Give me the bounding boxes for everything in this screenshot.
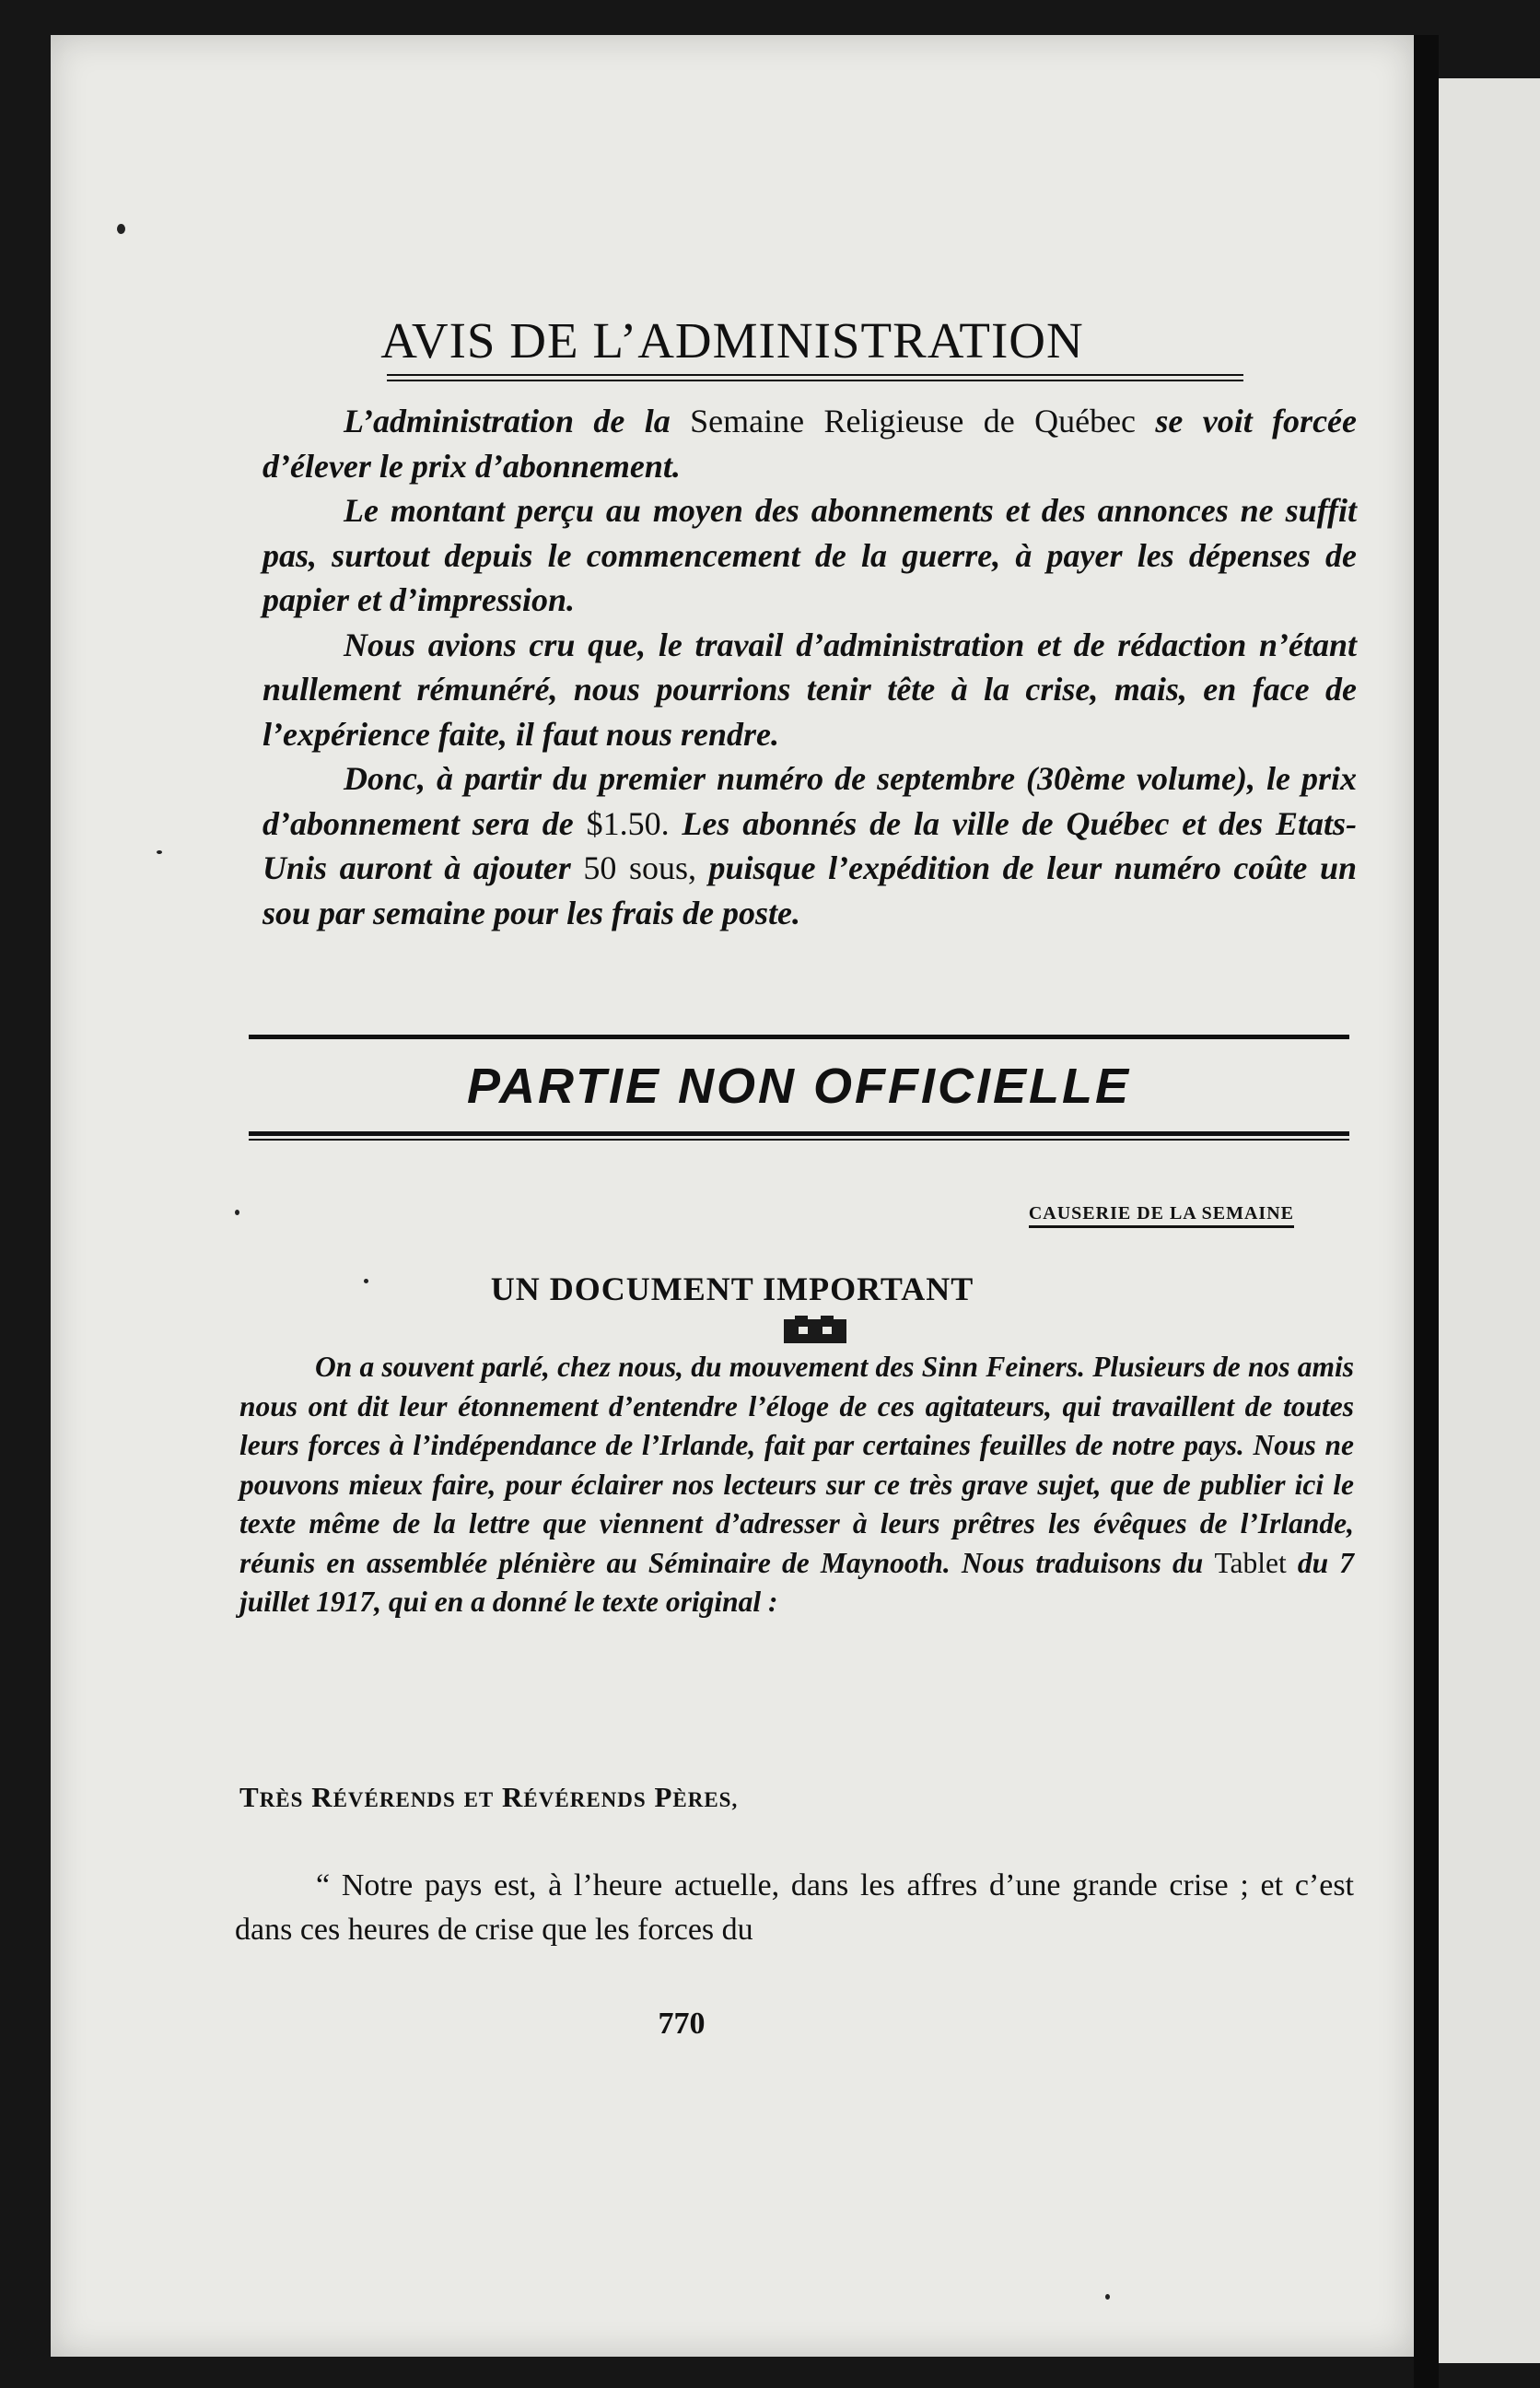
notice-paragraph-1: L’administration de la Semaine Religieuse de Québec se voit forcée d’élever le prix d’abonnement. [262,403,1358,485]
subscription-price: $1.50. [586,804,670,842]
notice-paragraph-2: Le montant perçu au moyen des abonnements et des annonces ne suffit pas, surtout depuis le commencement de la guerre, à payer les dépenses de papier et d’impression. [262,492,1357,618]
ink-speck [117,224,125,234]
publication-name: Semaine Religieuse de Québec [690,403,1137,439]
section-rule-bottom-thin [249,1139,1349,1141]
ink-speck [235,1210,239,1215]
section-rule-bottom [249,1131,1349,1136]
page-number: 770 [658,2007,706,2041]
binding-gutter [1414,35,1439,2388]
column-label: CAUSERIE DE LA SEMAINE [1029,1203,1294,1228]
postage-amount: 50 sous, [583,849,696,886]
letter-salutation: TRÈS RÉVÉRENDS ET RÉVÉRENDS PÈRES, [239,1781,739,1813]
article-title: UN DOCUMENT IMPORTANT [490,1270,974,1307]
source-name: Tablet [1214,1546,1287,1579]
section-rule-top [249,1035,1349,1039]
section-header: PARTIE NON OFFICIELLE [466,1059,1132,1114]
notice-title-underline [387,374,1243,376]
notice-title: AVIS DE L’ADMINISTRATION [380,312,1084,369]
ink-speck [364,1279,368,1283]
facing-page-edge [1439,78,1540,2363]
notice-paragraph-4: Donc, à partir du premier numéro de septembre (30ème volume), le prix d’abonnement sera de $1.50. Les abonnés de la ville de Québec et des Etats-Unis auront à ajouter 50 sous, puisque l’expédition de leur numéro coûte un sou par semaine pour les frais de poste. [262,760,1357,931]
ornament-icon [778,1314,852,1347]
notice-title-underline-2 [387,380,1243,381]
ink-speck [157,850,162,854]
document-page [51,35,1414,2357]
notice-paragraph-3: Nous avions cru que, le travail d’administration et de rédaction n’étant nullement rémunéré, nous pourrions tenir tête à la crise, mais, en face de l’expérience faite, il faut nous rendre. [262,626,1357,753]
article-intro: On a souvent parlé, chez nous, du mouvement des Sinn Feiners. Plusieurs de nos amis nous ont dit leur étonnement d’entendre l’éloge de ces agitateurs, qui travaillent de toutes leurs forces à l’indépendance de l’Irlande, fait par certaines feuilles de notre pays. Nous ne pouvons mieux faire, pour éclairer nos lecteurs sur ce très grave sujet, que de publier ici le texte même de la lettre que viennent d’adresser à leurs prêtres les évêques de l’Irlande, réunis en assemblée plénière au Séminaire de Maynooth. Nous traduisons du Tablet du 7 juillet 1917, qui en a donné le texte original : [239,1351,1354,1618]
letter-opening: “ Notre pays est, à l’heure actuelle, dans les affres d’une grande crise ; et c’est dans ces heures de crise que les forces du [235,1868,1354,1947]
notice-body [262,399,1357,935]
ink-speck [1105,2294,1110,2300]
